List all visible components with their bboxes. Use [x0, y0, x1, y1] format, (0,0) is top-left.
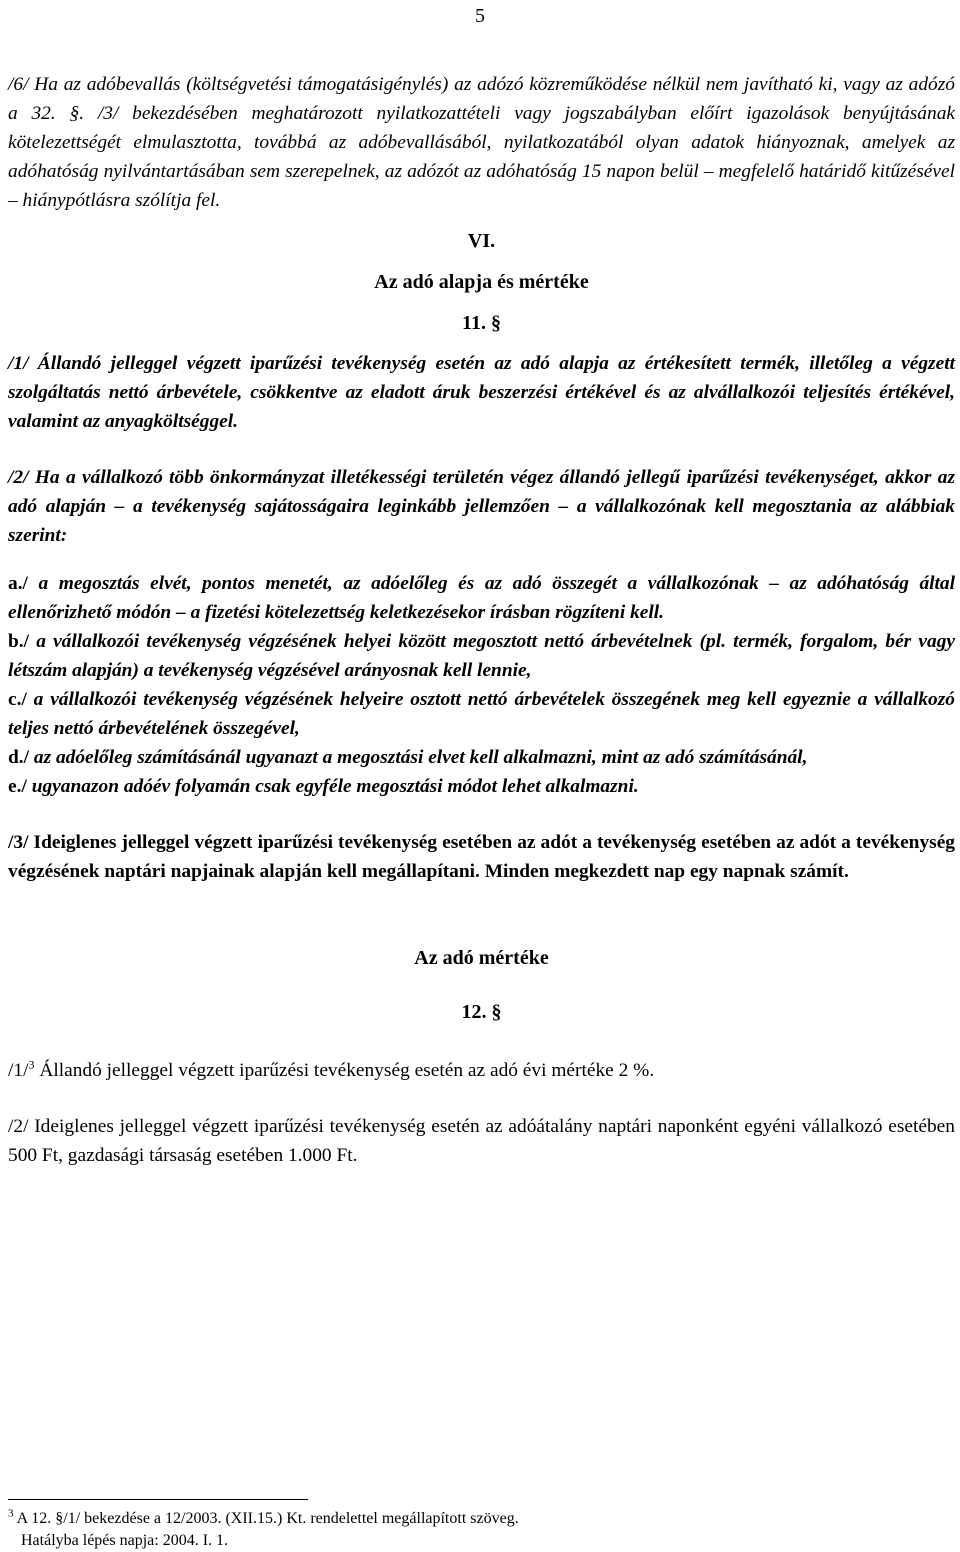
intro-paragraph: /6/ Ha az adóbevallás (költségvetési támogatásigénylés) az adózó közreműködése nélkül nem javítható ki, vagy az adózó a 32. §. /3/ bekezdésében meghatározott nyilatkozattételi vagy jogszabályban előírt igazolások benyújtásának kötelezettségét elmulasztotta, továbbá az adóbevallásából, nyilatkozatából olyan adatok hiányoznak, amelyek az adóhatóság nyilvántartásában sem szerepelnek, az adózót az adóhatóság 15 napon belül – megfelelő határidő kitűzésével – hiánypótlásra szólítja fel.: [8, 74, 955, 211]
footnote-divider: [8, 1499, 308, 1500]
section-12-heading: 12. §: [461, 1001, 502, 1023]
document-body: [8, 70, 955, 1170]
list-item-label: c./: [8, 689, 27, 710]
list-item-text: ugyanazon adóév folyamán csak egyféle megosztási módot lehet alkalmazni.: [26, 776, 639, 797]
list-item-text: a vállalkozói tevékenység végzésének helyei között megosztott nettó árbevételnek (pl. termék, forgalom, bér vagy létszám alapján) a tevékenység végzésével arányosnak kell lennie,: [8, 631, 955, 681]
allocation-rules-list: [8, 569, 955, 801]
chapter-title: Az adó alapja és mértéke: [374, 271, 589, 293]
list-item-text: az adóelőleg számításánál ugyanazt a megosztási elvet kell alkalmazni, mint az adó számításánál,: [29, 747, 808, 768]
footnote-text: A 12. §/1/ bekezdése a 12/2003. (XII.15.) Kt. rendelettel megállapított szöveg.: [13, 1510, 519, 1527]
list-item-label: a./: [8, 573, 28, 594]
list-item-text: a vállalkozói tevékenység végzésének helyeire osztott nettó árbevételek összegének meg kell egyeznie a vállalkozó teljes nettó árbevételének összegével,: [8, 689, 955, 739]
list-item-label: b./: [8, 631, 30, 652]
footnote-mark: 3: [8, 1507, 14, 1520]
list-item-text: a megosztás elvét, pontos menetét, az adóelőleg és az adó összegét a vállalkozónak – az adóhatóság által ellenőrizhető módón – a fizetési kötelezettség keletkezésekor írásban rögzíteni kell.: [8, 573, 955, 623]
chapter-number: VI.: [467, 230, 496, 252]
list-item: [8, 569, 955, 627]
section-11-heading: 11. §: [462, 312, 501, 334]
footnote: [8, 1508, 948, 1552]
section-11-paragraph-2: /2/ Ha a vállalkozó több önkormányzat illetékességi területén végez állandó jellegű iparűzési tevékenységet, akkor az adó alapján – a tevékenység sajátosságaira leginkább jellemzően – a vállalkozónak kell megosztania az alábbiak szerint:: [8, 467, 955, 546]
list-item-label: e./: [8, 776, 27, 797]
list-item: [8, 685, 955, 743]
page-number: 5: [475, 5, 485, 27]
paragraph-number: /1/: [8, 1060, 29, 1081]
section-12-paragraph-2: /2/ Ideiglenes jelleggel végzett iparűzési tevékenység esetén az adóátalány naptári naponként egyéni vállalkozó esetében 500 Ft, gazdasági társaság esetében 1.000 Ft.: [8, 1116, 955, 1166]
footnote-line-1: [8, 1508, 948, 1530]
section-11-paragraph-3: /3/ Ideiglenes jelleggel végzett iparűzési tevékenység esetében az adót a tevékenység esetében az adót a tevékenység végzésének naptári napjainak alapján kell megállapítani. Minden megkezdett nap egy napnak számít.: [8, 832, 955, 882]
paragraph-text: Állandó jelleggel végzett iparűzési tevékenység esetén az adó évi mértéke 2 %.: [34, 1060, 655, 1081]
section-11-paragraph-1: /1/ Állandó jelleggel végzett iparűzési tevékenység esetén az adó alapja az értékesített termék, illetőleg a végzett szolgáltatás nettó árbevétele, csökkentve az eladott áruk beszerzési értékével és az alvállalkozói teljesítés értékével, valamint az anyagköltséggel.: [8, 353, 955, 432]
section-12-paragraph-1: [8, 1056, 955, 1085]
footnote-line-2: Hatályba lépés napja: 2004. I. 1.: [21, 1532, 229, 1549]
footnote-reference[interactable]: 3: [28, 1057, 35, 1072]
list-item: [8, 627, 955, 685]
list-item: [8, 743, 955, 772]
list-item: [8, 772, 955, 801]
subchapter-title: Az adó mértéke: [414, 947, 549, 969]
list-item-label: d./: [8, 747, 30, 768]
